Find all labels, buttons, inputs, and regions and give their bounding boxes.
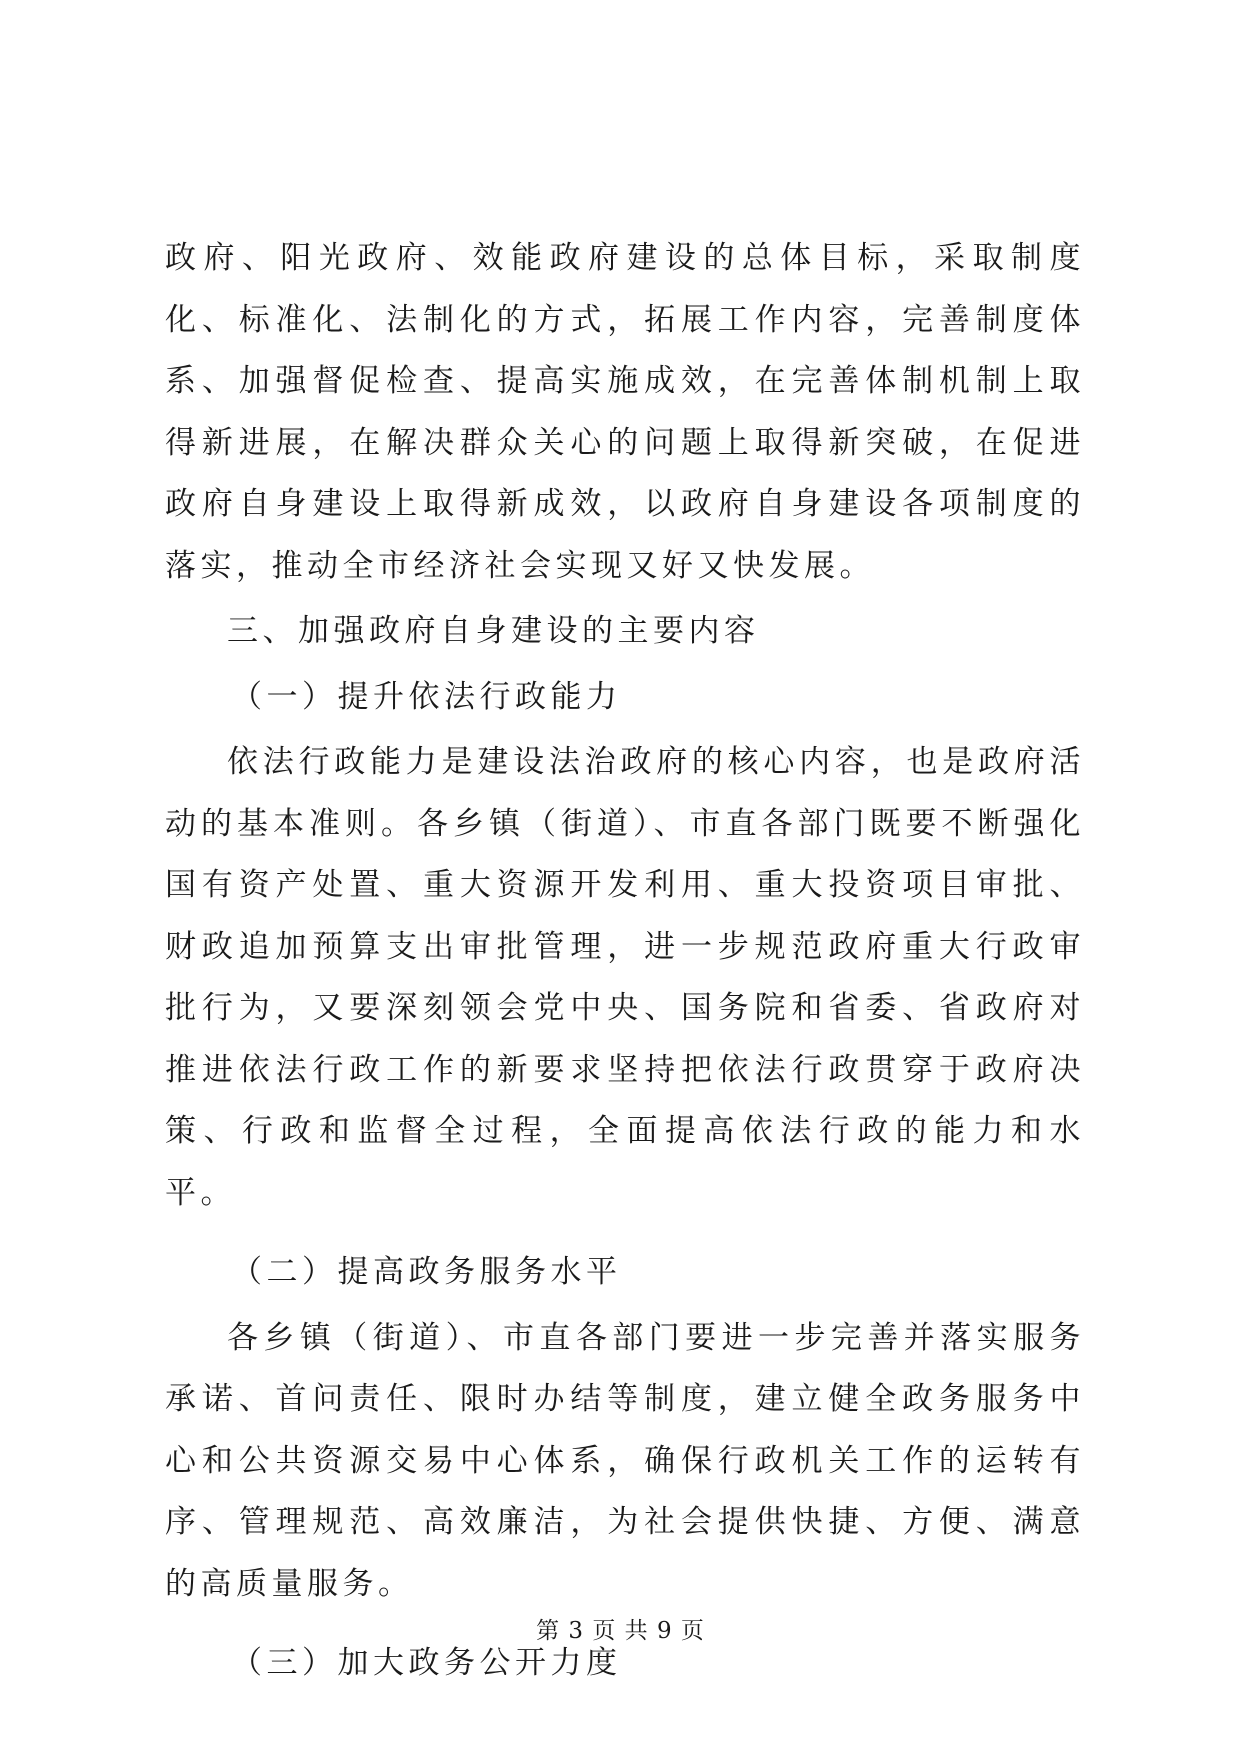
- subsection-heading-government-openness: （三）加大政务公开力度: [231, 1645, 622, 1681]
- section-heading-main-content: 三、加强政府自身建设的主要内容: [227, 613, 760, 649]
- page-number-footer: 第 3 页 共 9 页: [536, 1618, 705, 1644]
- subsection-heading-legal-administration: （一）提升依法行政能力: [231, 678, 622, 715]
- paragraph-government-service: 各乡镇（街道）、市直各部门要进一步完善并落实服务承诺、首问责任、限时办结等制度，建立健全政务服务中心和公共资源交易中心体系，确保行政机关工作的运转有序、管理规范、高效廉洁，为社会提供快捷、方便、满意的高质量服务。: [165, 1319, 1085, 1602]
- paragraph-goals-continued: 政府、阳光政府、效能政府建设的总体目标，采取制度化、标准化、法制化的方式，拓展工作内容，完善制度体系、加强督促检查、提高实施成效，在完善体制机制上取得新进展，在解决群众关心的问题上取得新突破，在促进政府自身建设上取得新成效，以政府自身建设各项制度的落实，推动全市经济社会实现又好又快发展。: [165, 240, 1085, 584]
- paragraph-legal-administration: 依法行政能力是建设法治政府的核心内容，也是政府活动的基本准则。各乡镇（街道）、市直各部门既要不断强化国有资产处置、重大资源开发利用、重大投资项目审批、财政追加预算支出审批管理，进一步规范政府重大行政审批行为，又要深刻领会党中央、国务院和省委、省政府对推进依法行政工作的新要求坚持把依法行政贯穿于政府决策、行政和监督全过程，全面提高依法行政的能力和水平。: [165, 744, 1085, 1211]
- subsection-heading-government-service: （二）提高政务服务水平: [231, 1254, 622, 1290]
- document-body: [165, 228, 1085, 1695]
